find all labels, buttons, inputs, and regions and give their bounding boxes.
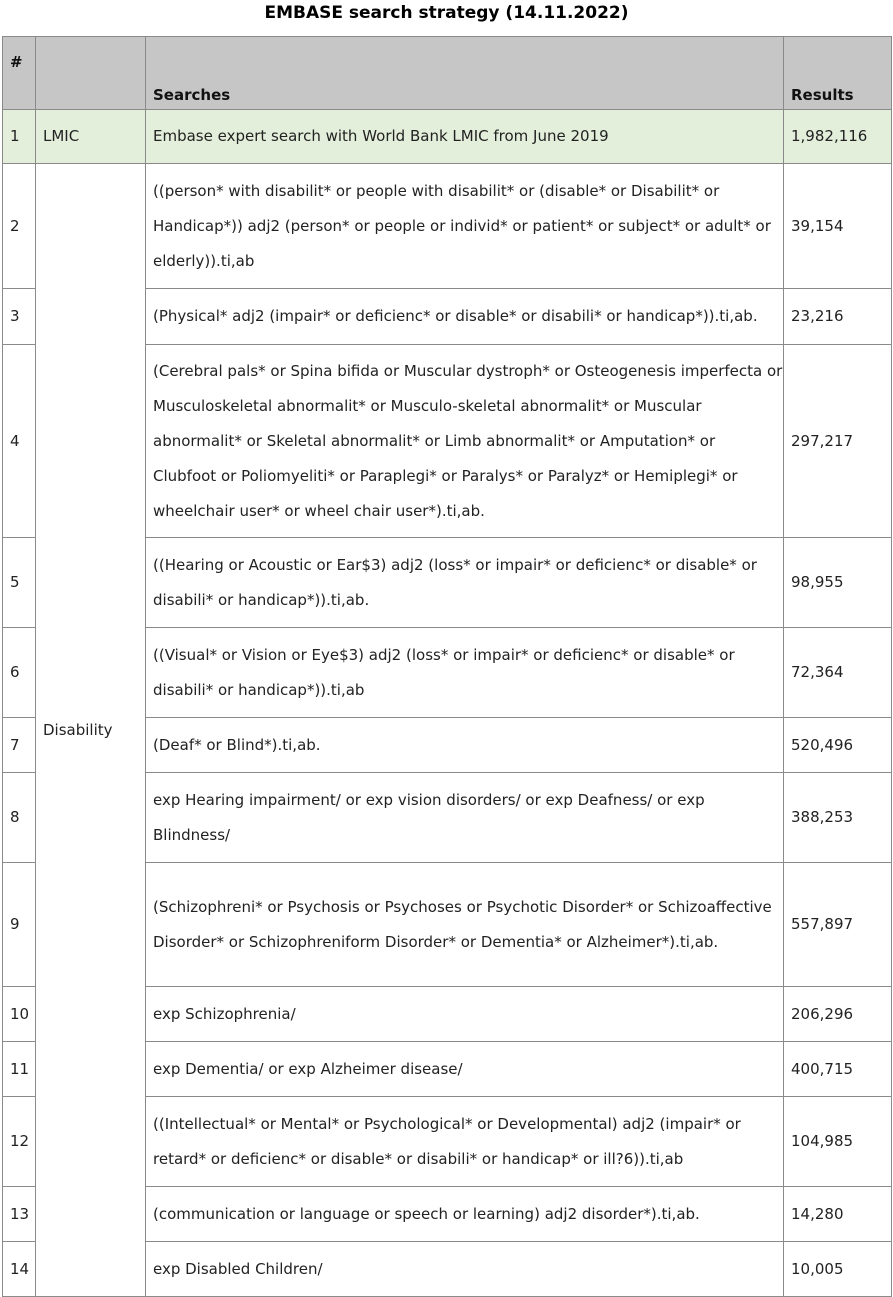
row-query: Embase expert search with World Bank LMIC from June 2019 — [146, 110, 784, 164]
row-query: (Cerebral pals* or Spina bifida or Muscular dystroph* or Osteogenesis imperfecta or Musculoskeletal abnormalit* or Musculo-skeletal abnormalit* or Muscular abnormalit* or Skeletal abnormalit* or Limb abnormalit* or Amputation* or Clubfoot or Poliomyeliti* or Paraplegi* or Paralys* or Paralyz* or Hemiplegi* or wheelchair user* or wheel chair user*).ti,ab. — [146, 345, 784, 538]
search-strategy-table — [2, 36, 892, 1297]
row-group-lmic: LMIC — [36, 110, 146, 164]
row-query: ((Hearing or Acoustic or Ear$3) adj2 (loss* or impair* or deficienc* or disable* or disabili* or handicap*)).ti,ab. — [146, 538, 784, 628]
row-number: 4 — [3, 345, 36, 538]
row-results: 72,364 — [784, 628, 892, 718]
row-query: (communication or language or speech or learning) adj2 disorder*).ti,ab. — [146, 1187, 784, 1242]
row-results: 206,296 — [784, 987, 892, 1042]
row-query: ((Visual* or Vision or Eye$3) adj2 (loss* or impair* or deficienc* or disable* or disabili* or handicap*)).ti,ab — [146, 628, 784, 718]
row-number: 7 — [3, 718, 36, 773]
row-results: 104,985 — [784, 1097, 892, 1187]
row-query: exp Disabled Children/ — [146, 1242, 784, 1297]
row-query: (Deaf* or Blind*).ti,ab. — [146, 718, 784, 773]
row-query: exp Dementia/ or exp Alzheimer disease/ — [146, 1042, 784, 1097]
row-number: 3 — [3, 289, 36, 345]
header-searches: Searches — [146, 37, 784, 110]
table-header-row — [3, 37, 892, 110]
row-number: 5 — [3, 538, 36, 628]
header-results: Results — [784, 37, 892, 110]
row-number: 6 — [3, 628, 36, 718]
row-results: 14,280 — [784, 1187, 892, 1242]
table-row-lmic — [3, 110, 892, 164]
table-row — [3, 164, 892, 289]
row-number: 1 — [3, 110, 36, 164]
row-query: ((person* with disabilit* or people with disabilit* or (disable* or Disabilit* or Handicap*)) adj2 (person* or people or individ* or patient* or subject* or adult* or elderly)).ti,ab — [146, 164, 784, 289]
row-query: exp Schizophrenia/ — [146, 987, 784, 1042]
row-query: ((Intellectual* or Mental* or Psychological* or Developmental) adj2 (impair* or retard* or deficienc* or disable* or disabili* or handicap* or ill?6)).ti,ab — [146, 1097, 784, 1187]
row-results: 557,897 — [784, 863, 892, 987]
row-number: 10 — [3, 987, 36, 1042]
header-number: # — [3, 37, 36, 110]
row-results: 297,217 — [784, 345, 892, 538]
row-number: 12 — [3, 1097, 36, 1187]
row-query: (Physical* adj2 (impair* or deficienc* or disable* or disabili* or handicap*)).ti,ab. — [146, 289, 784, 345]
row-results: 10,005 — [784, 1242, 892, 1297]
row-results: 1,982,116 — [784, 110, 892, 164]
header-group — [36, 37, 146, 110]
row-results: 388,253 — [784, 773, 892, 863]
row-number: 13 — [3, 1187, 36, 1242]
row-number: 8 — [3, 773, 36, 863]
row-number: 9 — [3, 863, 36, 987]
row-results: 23,216 — [784, 289, 892, 345]
row-results: 520,496 — [784, 718, 892, 773]
row-number: 11 — [3, 1042, 36, 1097]
page-title: EMBASE search strategy (14.11.2022) — [264, 3, 629, 23]
row-group-disability: Disability — [36, 164, 146, 1297]
row-query: exp Hearing impairment/ or exp vision disorders/ or exp Deafness/ or exp Blindness/ — [146, 773, 784, 863]
row-results: 400,715 — [784, 1042, 892, 1097]
row-results: 39,154 — [784, 164, 892, 289]
row-number: 2 — [3, 164, 36, 289]
row-number: 14 — [3, 1242, 36, 1297]
row-query: (Schizophreni* or Psychosis or Psychoses or Psychotic Disorder* or Schizoaffective Disorder* or Schizophreniform Disorder* or Dementia* or Alzheimer*).ti,ab. — [146, 863, 784, 987]
row-results: 98,955 — [784, 538, 892, 628]
